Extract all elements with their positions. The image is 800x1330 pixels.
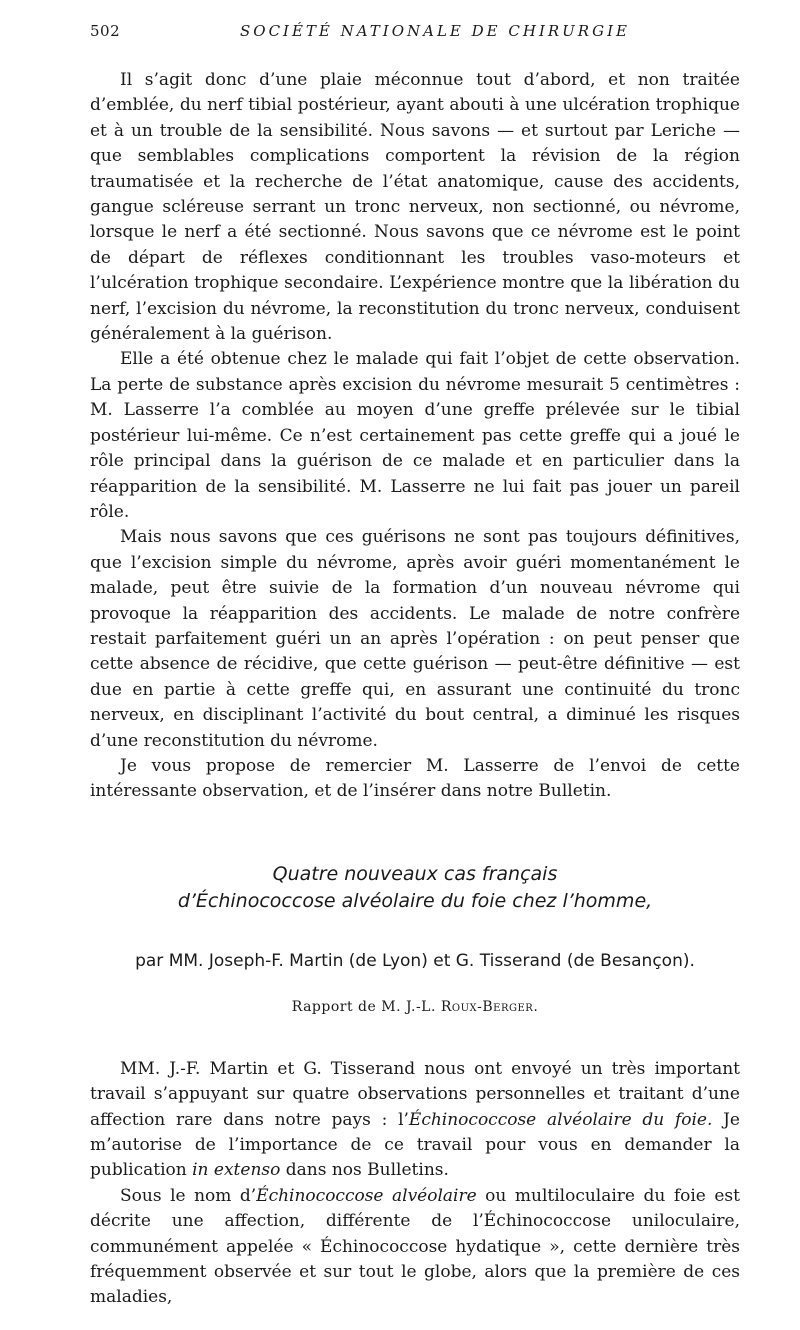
paragraph-3: Mais nous savons que ces guérisons ne sont pas toujours définitives, que l’excision simple du névrome, après avoir guéri momentanément le malade, peut être suivie de la formation d’un nouveau névrome qui provoque la réapparition des accidents. Le malade de notre confrère restait parfaitement guéri un an après l’opération : on peut penser que cette absence de récidive, que cette guérison — peut-être définitive — est due en partie à cette greffe qui, en assurant une continuité du tronc nerveux, en disciplinant l’activité du bout central, a diminué les risques d’une reconstitution du névrome.	[90, 527, 740, 751]
report-prefix: Rapport de M. J.-L.	[291, 998, 441, 1015]
paragraph-1: Il s’agit donc d’une plaie méconnue tout d’abord, et non traitée d’emblée, du nerf tibial postérieur, ayant abouti à une ulcération trophique et à un trouble de la sensibilité. Nous savons — et surtout par Leriche — que semblables complications comportent la révision de la région traumatisée et la recherche de l’état anatomique, cause des accidents, gangue scléreuse serrant un tronc nerveux, non sectionné, ou névrome, lorsque le nerf a été sectionné. Nous savons que ce névrome est le point de départ de réflexes conditionnant les troubles vaso-moteurs et l’ulcération trophique secondaire. L’expérience montre que la libération du nerf, l’excision du névrome, la reconstitution du tronc nerveux, conduisent généralement à la guérison.	[90, 70, 740, 345]
text-run: ou multiloculaire du foie est décrite une affection, différente de l’Échinococcose uniloculaire, communément appelée « Échinococcose hydatique », cette dernière très fréquemment observée et sur tout le globe, alors que la première de ces maladies,	[90, 1185, 740, 1308]
text-run: Je m’autorise de l’importance de ce travail pour vous en demander la publication	[90, 1109, 740, 1181]
article-title-line-1: Quatre nouveaux cas français	[272, 862, 558, 885]
italic-run: Échinococcose alvéolaire du foie.	[408, 1109, 713, 1130]
paragraph-4: Je vous propose de remercier M. Lasserre de l’envoi de cette intéressante observation, et de l’insérer dans notre Bulletin.	[90, 755, 740, 802]
article-title	[90, 861, 740, 915]
report-body	[90, 68, 740, 805]
page-number: 502	[90, 22, 121, 40]
article-body	[90, 1057, 740, 1311]
running-header	[90, 20, 740, 44]
italic-run: in extenso	[192, 1160, 281, 1181]
report-name: Roux-Berger.	[440, 998, 539, 1015]
page	[90, 20, 740, 1311]
text-run: MM. J.-F. Martin et G. Tisserand nous ont envoyé un très important travail s’appuyant sur quatre observations personnelles et traitant d’une affection rare dans notre pays : l’	[90, 1058, 740, 1130]
paragraph-2: Elle a été obtenue chez le malade qui fait l’objet de cette observation. La perte de substance après excision du névrome mesurait 5 centimètres : M. Lasserre l’a comblée au moyen d’une greffe prélevée sur le tibial postérieur lui-même. Ce n’est certainement pas cette greffe qui a joué le rôle principal dans la guérison de ce malade et en particulier dans la réapparition de la sensibilité. M. Lasserre ne lui fait pas jouer un pareil rôle.	[90, 349, 740, 522]
article-paragraph-1	[90, 1057, 740, 1184]
report-byline	[90, 999, 740, 1015]
article-authors: par MM. Joseph-F. Martin (de Lyon) et G. Tisserand (de Besançon).	[135, 950, 695, 971]
running-title: SOCIÉTÉ NATIONALE DE CHIRURGIE	[240, 22, 630, 40]
article-paragraph-2	[90, 1184, 740, 1311]
article-title-line-2: d’Échinococcose alvéolaire du foie chez l’homme,	[177, 889, 653, 912]
text-run: dans nos Bulletins.	[280, 1160, 449, 1181]
text-run: Sous le nom d’	[120, 1185, 257, 1206]
italic-run: Échinococcose alvéolaire	[256, 1185, 477, 1206]
